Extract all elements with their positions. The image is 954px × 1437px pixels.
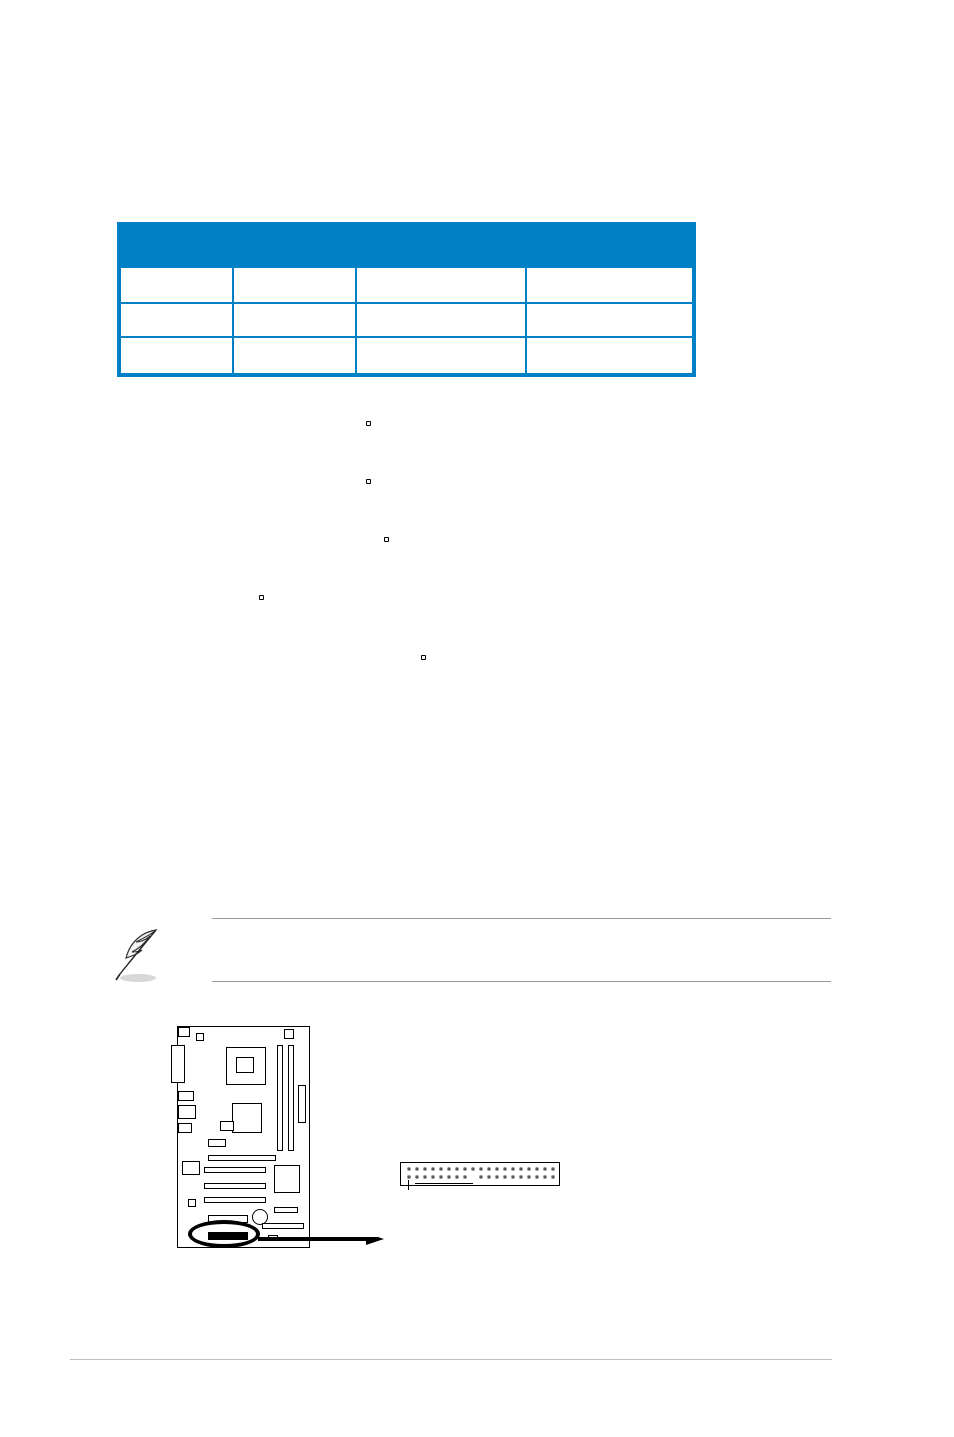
mb-component — [274, 1207, 298, 1213]
expansion-slot — [204, 1183, 266, 1189]
footer-rule — [70, 1359, 832, 1360]
pin1-marker — [408, 1180, 409, 1190]
feather-quill-icon — [112, 928, 160, 984]
table-body — [121, 268, 692, 373]
dimm-slot — [288, 1045, 294, 1151]
table-row — [121, 304, 692, 339]
spec-table — [117, 222, 696, 377]
key-notch — [415, 1183, 473, 1184]
table-cell — [527, 304, 692, 339]
mb-component — [182, 1161, 200, 1175]
column-divider — [232, 268, 234, 373]
mb-component — [171, 1045, 185, 1083]
mb-component — [178, 1027, 190, 1037]
table-cell — [234, 268, 355, 303]
note-top-rule — [212, 918, 831, 919]
table-cell — [527, 268, 692, 303]
mb-component — [196, 1033, 204, 1041]
mb-component — [298, 1085, 306, 1123]
mb-component — [178, 1105, 196, 1119]
table-cell — [357, 338, 525, 373]
table-cell — [234, 338, 355, 373]
expansion-slot — [204, 1197, 266, 1203]
motherboard-diagram — [177, 1026, 310, 1248]
note-bottom-rule — [212, 981, 831, 982]
mb-component — [220, 1121, 234, 1131]
table-header — [117, 222, 696, 268]
mb-component — [178, 1091, 194, 1101]
table-cell — [121, 304, 232, 339]
table-cell — [357, 304, 525, 339]
table-cell — [527, 338, 692, 373]
degree-mark — [366, 479, 371, 484]
mb-component — [284, 1029, 294, 1039]
degree-mark — [384, 537, 389, 542]
column-divider — [525, 268, 527, 373]
highlight-ellipse — [188, 1220, 260, 1248]
degree-mark — [421, 655, 426, 660]
mb-component — [236, 1057, 254, 1073]
mb-component — [208, 1139, 226, 1147]
mb-component — [178, 1123, 192, 1133]
expansion-slot — [208, 1155, 276, 1161]
northbridge-chip — [232, 1103, 262, 1133]
column-divider — [355, 268, 357, 373]
mb-component — [262, 1223, 304, 1229]
expansion-slot — [204, 1167, 266, 1173]
arrow-right-icon — [258, 1236, 386, 1248]
dimm-slot — [277, 1045, 283, 1151]
table-cell — [121, 268, 232, 303]
degree-mark — [259, 595, 264, 600]
table-row — [121, 268, 692, 303]
degree-mark — [366, 421, 371, 426]
table-cell — [121, 338, 232, 373]
mb-component — [188, 1199, 196, 1207]
table-cell — [357, 268, 525, 303]
southbridge-chip — [274, 1165, 300, 1193]
table-cell — [234, 304, 355, 339]
ide-connector-pinout — [400, 1162, 560, 1186]
table-row — [121, 338, 692, 373]
